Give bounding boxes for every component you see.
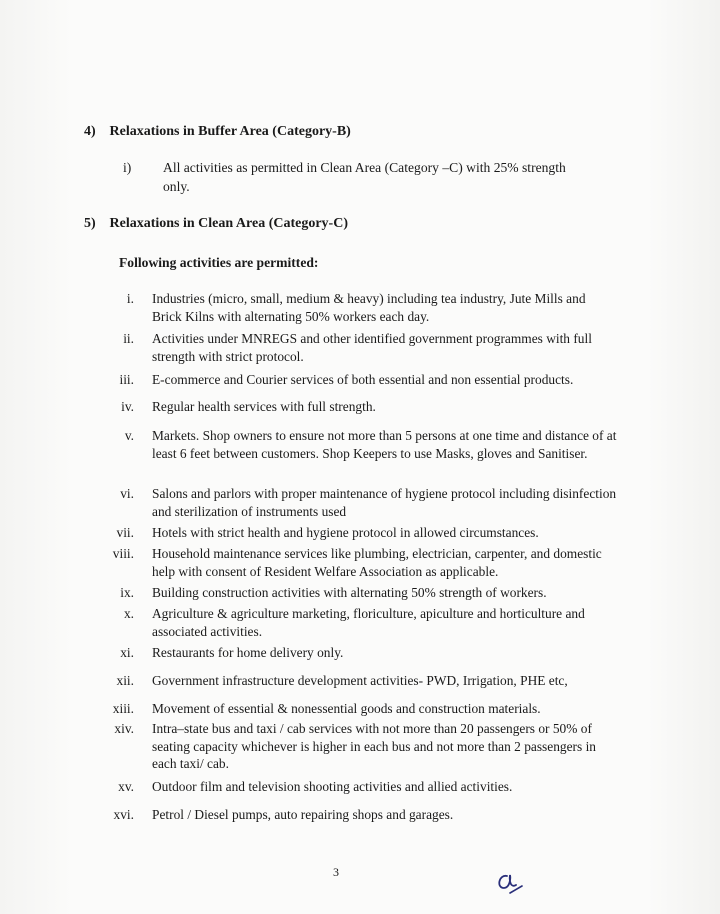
list-item-text: Intra–state bus and taxi / cab services with not more than 20 passengers or 50% of seating capacity whichever is higher in each bus and not more than 2 passengers in each taxi/ cab.	[152, 721, 596, 771]
list-item-text: Petrol / Diesel pumps, auto repairing shops and garages.	[152, 807, 454, 822]
list-item-text: Industries (micro, small, medium & heavy) including tea industry, Jute Mills and Brick Kilns with alternating 50% workers each day.	[152, 291, 586, 324]
section-4-subitem	[123, 158, 603, 198]
list-item-number: xv.	[118, 779, 134, 794]
section-4-subitem-number: i)	[123, 160, 132, 175]
list-item-number: i.	[126, 291, 134, 306]
list-item-number: vii.	[116, 525, 134, 540]
section-5-number: 5)	[84, 216, 96, 231]
section-4-number: 4)	[84, 124, 96, 139]
page-number: 3	[333, 865, 339, 879]
section-4-title: Relaxations in Buffer Area (Category-B)	[109, 124, 351, 139]
list-item-text: Markets. Shop owners to ensure not more than 5 persons at one time and distance of at least 6 feet between customers. Shop Keepers to use Masks, gloves and Sanitiser.	[152, 428, 617, 461]
section-5-title: Relaxations in Clean Area (Category-C)	[109, 216, 348, 231]
list-item-text: Government infrastructure development activities- PWD, Irrigation, PHE etc,	[152, 673, 568, 688]
list-item-number: iii.	[119, 372, 134, 387]
list-item-text: Salons and parlors with proper maintenance of hygiene protocol including disinfection and sterilization of instruments used	[152, 486, 617, 519]
list-item-number: xvi.	[113, 807, 134, 822]
list-item-number: ii.	[123, 331, 134, 346]
list-item-number: v.	[124, 428, 134, 443]
list-item-number: xii.	[116, 673, 134, 688]
list-item-number: xiv.	[114, 721, 134, 736]
list-item-number: viii.	[112, 546, 134, 561]
list-item-text: Activities under MNREGS and other identified government programmes with full strength with strict protocol.	[152, 331, 592, 364]
list-item-text: Household maintenance services like plumbing, electrician, carpenter, and domestic help with consent of Resident Welfare Association as applicable.	[152, 546, 602, 579]
list-item-text: Agriculture & agriculture marketing, floriculture, apiculture and horticulture and associated activities.	[152, 606, 585, 639]
list-item-number: iv.	[121, 399, 134, 414]
list-item-number: x.	[123, 606, 134, 621]
list-item-number: ix.	[120, 585, 134, 600]
list-item-text: E-commerce and Courier services of both essential and non essential products.	[152, 372, 574, 387]
list-item-number: xi.	[120, 645, 134, 660]
list-item-text: Hotels with strict health and hygiene protocol in allowed circumstances.	[152, 525, 539, 540]
list-item-number: vi.	[120, 486, 134, 501]
list-item-text: Building construction activities with alternating 50% strength of workers.	[152, 585, 547, 600]
list-item-text: Outdoor film and television shooting activities and allied activities.	[152, 779, 513, 794]
list-item-text: Restaurants for home delivery only.	[152, 645, 344, 660]
list-item-number: xiii.	[112, 701, 134, 716]
list-item-text: Regular health services with full strength.	[152, 399, 376, 414]
section-5-heading	[84, 216, 348, 232]
section-4-heading	[84, 124, 351, 140]
list-item-text: Movement of essential & nonessential goods and construction materials.	[152, 701, 541, 716]
section-4-subitem-text: All activities as permitted in Clean Area (Category –C) with 25% strength only.	[163, 160, 566, 194]
section-5-intro: Following activities are permitted:	[119, 255, 319, 270]
handwritten-initial-mark	[493, 866, 527, 900]
